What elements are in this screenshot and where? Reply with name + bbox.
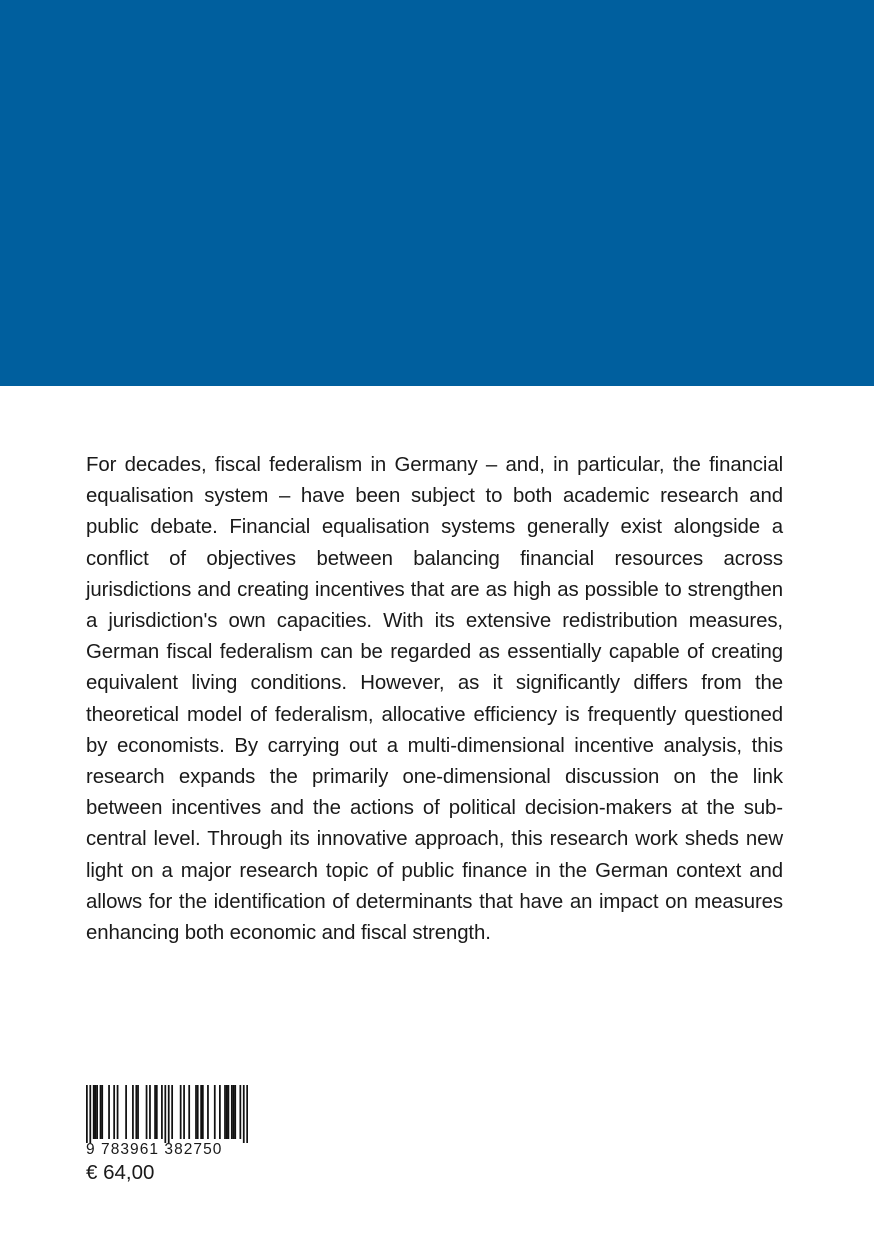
barcode-bar <box>188 1085 190 1139</box>
barcode-bar <box>233 1085 235 1139</box>
barcode-bar <box>239 1085 241 1139</box>
barcode-bar <box>154 1085 156 1139</box>
barcode-bar <box>195 1085 197 1139</box>
barcode-bar <box>113 1085 115 1139</box>
barcode-bar <box>125 1085 127 1139</box>
barcode-bar <box>100 1085 102 1139</box>
barcode-bar <box>117 1085 119 1139</box>
barcode-bar <box>214 1085 216 1139</box>
barcode-bar <box>243 1085 245 1143</box>
barcode-bar <box>108 1085 110 1139</box>
barcode-bar <box>183 1085 185 1139</box>
barcode-bar <box>161 1085 163 1139</box>
barcode-bar <box>135 1085 137 1139</box>
barcode-bar <box>207 1085 209 1139</box>
barcode-bar <box>228 1085 230 1139</box>
barcode-bar <box>95 1085 97 1139</box>
barcode-bar <box>226 1085 228 1139</box>
barcode-bar <box>156 1085 158 1139</box>
barcode-bar <box>86 1085 88 1143</box>
barcode-bar <box>202 1085 204 1139</box>
barcode-bar <box>219 1085 221 1139</box>
barcode-bar <box>146 1085 148 1139</box>
cover-color-band <box>0 0 874 386</box>
barcode-bar <box>197 1085 199 1139</box>
price-label: € 64,00 <box>86 1161 155 1184</box>
barcode-bar <box>224 1085 226 1139</box>
barcode-bar <box>149 1085 151 1139</box>
barcode-bar <box>96 1085 98 1139</box>
barcode-bar <box>132 1085 134 1139</box>
barcode-icon <box>86 1085 248 1143</box>
back-cover-blurb: For decades, fiscal federalism in Germany – and, in particular, the financial equalisation system – have been subject to both academic research and public debate. Financial equalisation systems generally exist alongside a conflict of objectives between balancing financial resources across jurisdictions and creating incentives that are as high as possible to strengthen a jurisdiction's own capacities. With its extensive redistribution measures, German fiscal federalism can be regarded as essentially capable of creating equivalent living conditions. However, as it significantly differs from the theoretical model of federalism, allocative efficiency is frequently questioned by economists. By carrying out a multi-dimensional incentive analysis, this research expands the primarily one-dimensional discussion on the link between incentives and the actions of political decision-makers at the sub-central level. Through its innovative approach, this research work sheds new light on a major research topic of public finance in the German context and allows for the identification of determinants that have an impact on measures enhancing both economic and fiscal strength. <box>86 454 783 945</box>
isbn-number: 9 783961 382750 <box>86 1141 223 1158</box>
barcode-bar <box>164 1085 166 1143</box>
barcode-bar <box>234 1085 236 1139</box>
barcode-bar <box>168 1085 170 1143</box>
isbn-barcode-block <box>86 1085 250 1158</box>
barcode-bar <box>180 1085 182 1139</box>
barcode-bar <box>246 1085 248 1143</box>
barcode-bar <box>200 1085 202 1139</box>
barcode-bar <box>101 1085 103 1139</box>
barcode-bar <box>93 1085 95 1139</box>
barcode-bar <box>89 1085 91 1143</box>
barcode-bar <box>137 1085 139 1139</box>
barcode-bar <box>231 1085 233 1139</box>
barcode-bar <box>171 1085 173 1139</box>
